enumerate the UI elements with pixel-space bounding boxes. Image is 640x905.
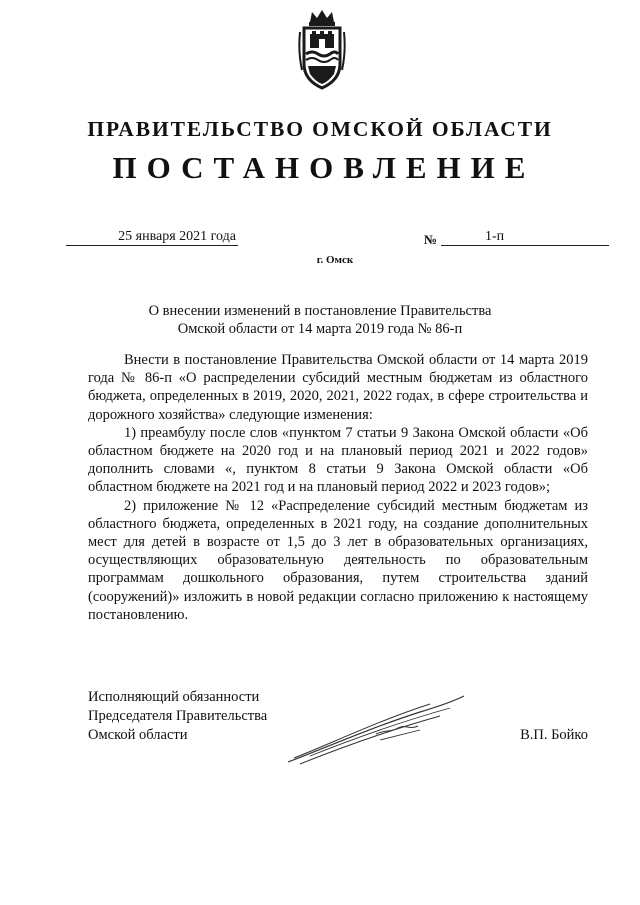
document-subject: [0, 302, 640, 338]
signer-name: В.П. Бойко: [520, 727, 588, 743]
document-body: [88, 351, 588, 624]
body-paragraph-intro: Внести в постановление Правительства Омской области от 14 марта 2019 года № 86-п «О распределении субсидий местным бюджетам из областного бюджета, определенных в 2019, 2020, 2021, 2022 годах, в сфере строительства и дорожного хозяйства» следующие изменения:: [88, 352, 588, 423]
document-number-label: №: [424, 232, 438, 247]
signer-position-line: Председателя Правительства: [88, 708, 268, 724]
signer-position-line: Исполняющий обязанности: [88, 689, 260, 705]
document-number: 1-п: [441, 229, 609, 246]
body-paragraph-item-1: 1) преамбулу после слов «пунктом 7 статьи 9 Закона Омской области «Об областном бюджете на 2020 год и на плановый период 2021 и 2022 годов» дополнить словами «, пунктом 8 статьи 9 Закона Омской области «Об областном бюджете на 2021 год и на плановый период 2022 и 2023 годов»;: [88, 424, 588, 496]
government-title: ПРАВИТЕЛЬСТВО ОМСКОЙ ОБЛАСТИ: [87, 117, 553, 141]
document-date: 25 января 2021 года: [66, 229, 238, 246]
subject-line: Омской области от 14 марта 2019 года № 86-п: [177, 321, 463, 337]
subject-line: О внесении изменений в постановление Правительства: [148, 303, 492, 319]
document-type-title: ПОСТАНОВЛЕНИЕ: [112, 150, 536, 185]
coat-of-arms-icon: [298, 8, 346, 96]
signer-position: [88, 688, 267, 745]
body-paragraph-item-2: 2) приложение № 12 «Распределение субсидий местным бюджетам из областного бюджета, определенных в 2021 году, на создание дополнительных мест для детей в возрасте от 1,5 до 3 лет в образовательных организациях, осуществляющих образовательную деятельность по образовательным программам дошкольного образования, путем строительства зданий (сооружений)» изложить в новой редакции согласно приложению к настоящему постановлению.: [88, 497, 588, 623]
document-city: г. Омск: [316, 254, 354, 266]
handwritten-signature: [280, 690, 470, 770]
signer-position-line: Омской области: [88, 727, 188, 743]
